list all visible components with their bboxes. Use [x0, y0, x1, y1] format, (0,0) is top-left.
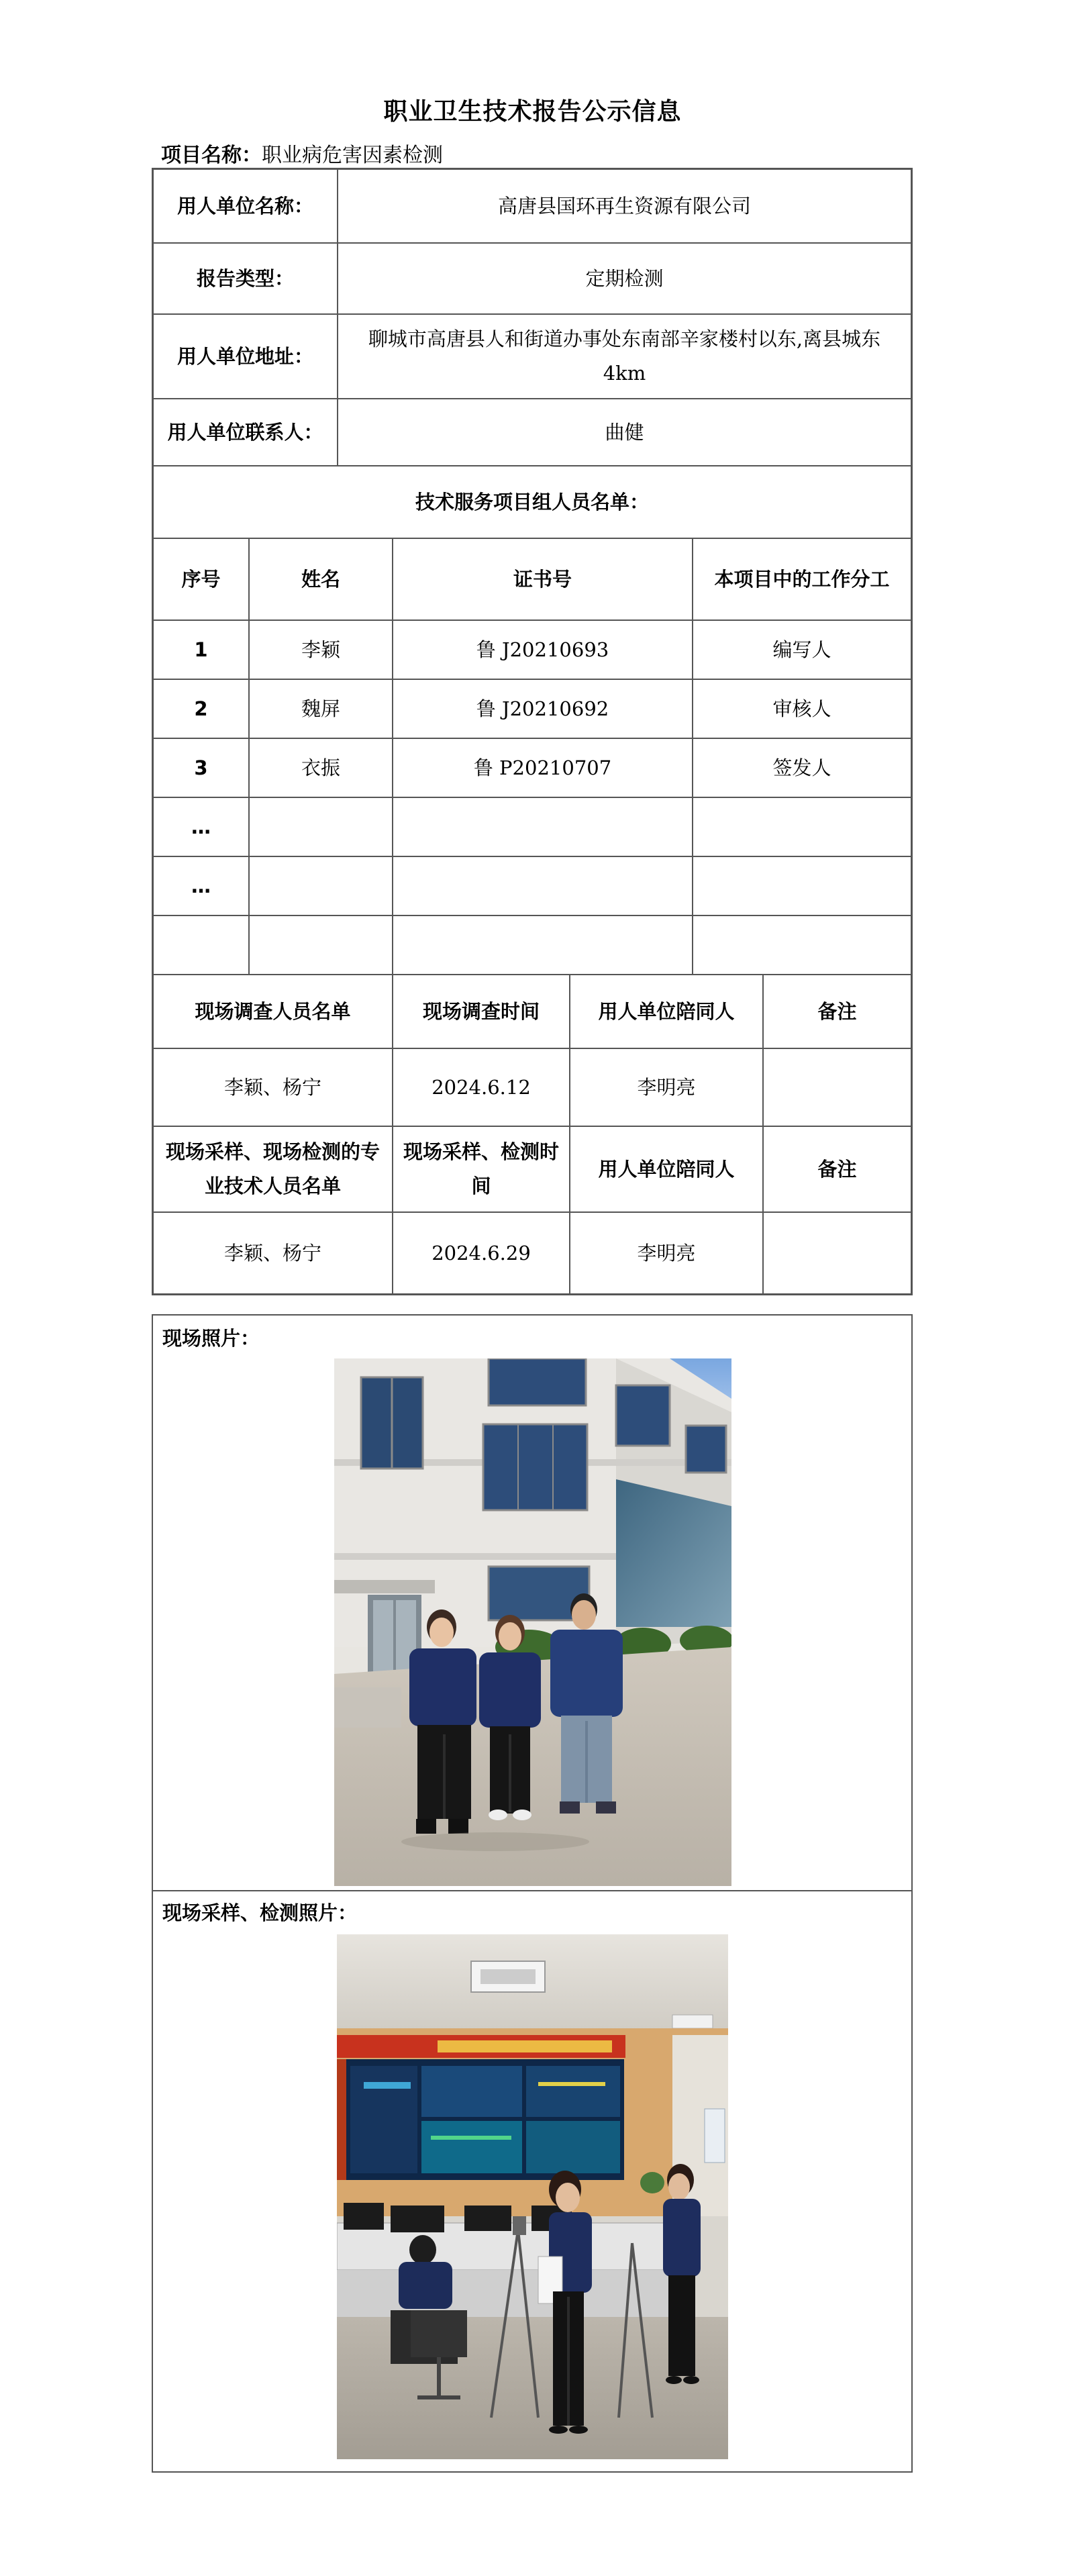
- survey-header-staff: 现场调查人员名单: [153, 975, 393, 1048]
- report-type-label: 报告类型：: [153, 243, 338, 314]
- sampling-photo: [337, 1934, 728, 2459]
- survey-time: 2024.6.12: [393, 1048, 570, 1126]
- page-title: 职业卫生技术报告公示信息: [383, 98, 682, 126]
- team-row-3-no: 3: [153, 738, 249, 797]
- sampling-photo-label: 现场采样、检测照片：: [162, 1901, 358, 1924]
- sampling-staff: 李颖、杨宁: [153, 1212, 393, 1294]
- info-table: [152, 168, 913, 1295]
- site-photo-label: 现场照片：: [162, 1327, 260, 1350]
- team-row-5-name: [249, 856, 393, 915]
- team-row-5-cert: [393, 856, 693, 915]
- survey-escort: 李明亮: [570, 1048, 763, 1126]
- survey-staff: 李颖、杨宁: [153, 1048, 393, 1126]
- team-header-no: 序号: [153, 538, 249, 620]
- site-photo-image: [334, 1358, 731, 1886]
- sampling-escort: 李明亮: [570, 1212, 763, 1294]
- report-type-value: 定期检测: [338, 243, 911, 314]
- employer-value: 高唐县国环再生资源有限公司: [338, 169, 911, 243]
- sampling-photo-image: [337, 1934, 728, 2459]
- team-row-3-role: 签发人: [693, 738, 911, 797]
- team-row-3-cert: 鲁 P20210707: [393, 738, 693, 797]
- team-row-2-name: 魏屏: [249, 679, 393, 738]
- sampling-time: 2024.6.29: [393, 1212, 570, 1294]
- team-row-1-cert: 鲁 J20210693: [393, 620, 693, 679]
- sampling-header-staff: 现场采样、现场检测的专业技术人员名单: [153, 1126, 393, 1212]
- team-header-cert: 证书号: [393, 538, 693, 620]
- team-title: 技术服务项目组人员名单：: [153, 466, 911, 538]
- team-row-1-no: 1: [153, 620, 249, 679]
- contact-label: 用人单位联系人：: [153, 399, 338, 466]
- team-row-1-name: 李颖: [249, 620, 393, 679]
- team-header-role: 本项目中的工作分工: [693, 538, 911, 620]
- survey-header-remark: 备注: [763, 975, 911, 1048]
- team-row-1-role: 编写人: [693, 620, 911, 679]
- sampling-header-time: 现场采样、检测时间: [393, 1126, 570, 1212]
- project-value: 职业病危害因素检测: [262, 144, 443, 167]
- sampling-remark: [763, 1212, 911, 1294]
- address-label: 用人单位地址：: [153, 314, 338, 399]
- contact-value: 曲健: [338, 399, 911, 466]
- employer-label: 用人单位名称：: [153, 169, 338, 243]
- team-row-6-cert: [393, 915, 693, 975]
- team-row-2-cert: 鲁 J20210692: [393, 679, 693, 738]
- team-row-2-no: 2: [153, 679, 249, 738]
- sampling-header-remark: 备注: [763, 1126, 911, 1212]
- team-row-5-no: …: [153, 856, 249, 915]
- team-row-4-role: [693, 797, 911, 856]
- team-row-6-role: [693, 915, 911, 975]
- site-photo: [334, 1358, 731, 1886]
- team-row-4-no: …: [153, 797, 249, 856]
- photo-section: [152, 1314, 913, 2473]
- team-row-6-no: [153, 915, 249, 975]
- sampling-header-escort: 用人单位陪同人: [570, 1126, 763, 1212]
- project-label: 项目名称：: [161, 144, 262, 167]
- team-row-6-name: [249, 915, 393, 975]
- photo-divider: [153, 1890, 911, 1891]
- team-header-name: 姓名: [249, 538, 393, 620]
- project-name: [161, 138, 443, 168]
- team-row-5-role: [693, 856, 911, 915]
- team-row-3-name: 衣振: [249, 738, 393, 797]
- survey-header-escort: 用人单位陪同人: [570, 975, 763, 1048]
- survey-remark: [763, 1048, 911, 1126]
- team-row-4-name: [249, 797, 393, 856]
- address-value: 聊城市高唐县人和街道办事处东南部辛家楼村以东,离县城东 4km: [338, 314, 911, 399]
- survey-header-time: 现场调查时间: [393, 975, 570, 1048]
- team-row-2-role: 审核人: [693, 679, 911, 738]
- team-row-4-cert: [393, 797, 693, 856]
